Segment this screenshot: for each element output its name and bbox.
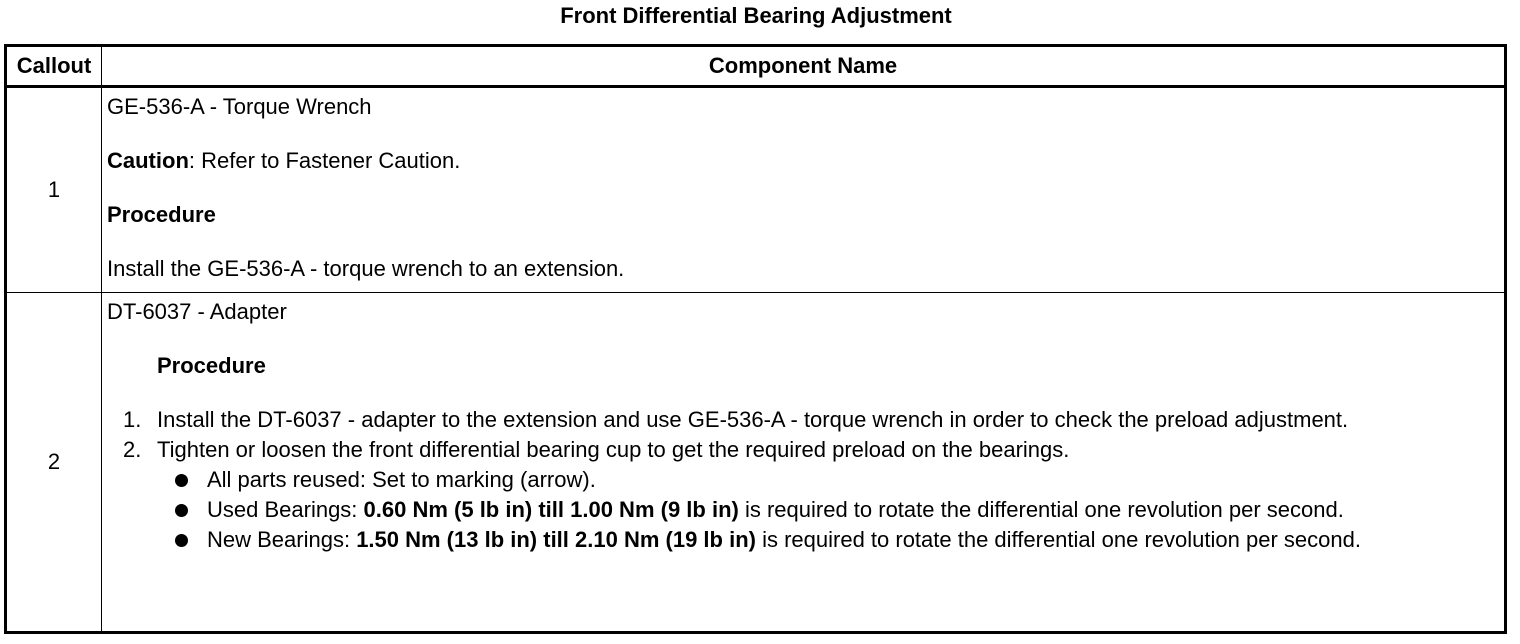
step-bullets: [157, 465, 1500, 555]
table-row: [6, 293, 1506, 633]
procedure-steps: [107, 405, 1500, 555]
procedure-heading: Procedure: [157, 353, 266, 378]
list-item: [157, 525, 1500, 555]
component-cell: [102, 293, 1506, 633]
component-name-header: Component Name: [102, 46, 1506, 87]
list-item: [157, 465, 1500, 495]
tool-name: DT-6037 - Adapter: [107, 299, 287, 324]
component-table: [4, 44, 1507, 634]
list-item: [157, 495, 1500, 525]
procedure-instruction: Install the GE-536-A - torque wrench to an extension.: [107, 256, 625, 281]
step-text: Install the DT-6037 - adapter to the extension and use GE-536-A - torque wrench in order to check the preload adjustment.: [157, 407, 1349, 432]
callout-number: 1: [6, 87, 102, 293]
table-row: [6, 87, 1506, 293]
list-item: [107, 405, 1500, 435]
bullet-text: New Bearings:: [207, 527, 357, 552]
bullet-value: 1.50 Nm (13 lb in) till 2.10 Nm (19 lb in): [356, 527, 756, 552]
page-title: Front Differential Bearing Adjustment: [560, 3, 952, 28]
bullet-text: is required to rotate the differential one revolution per second.: [738, 497, 1344, 522]
callout-number: 2: [6, 293, 102, 633]
caution-label: Caution: [107, 148, 189, 173]
caution-text: : Refer to Fastener Caution.: [188, 148, 461, 173]
bullet-text: is required to rotate the differential one revolution per second.: [755, 527, 1361, 552]
bullet-value: 0.60 Nm (5 lb in) till 1.00 Nm (9 lb in): [363, 497, 739, 522]
bullet-icon: [175, 534, 188, 547]
tool-name: GE-536-A - Torque Wrench: [107, 94, 372, 119]
bullet-text: Used Bearings:: [207, 497, 364, 522]
step-number: 1.: [123, 407, 142, 432]
list-item: [107, 435, 1500, 555]
step-text: Tighten or loosen the front differential bearing cup to get the required preload on the bearings.: [157, 437, 1070, 462]
bullet-icon: [175, 474, 188, 487]
component-cell: [102, 87, 1506, 293]
table-header-row: [6, 46, 1506, 87]
step-number: 2.: [123, 437, 142, 462]
procedure-heading: Procedure: [107, 202, 216, 227]
bullet-icon: [175, 504, 188, 517]
bullet-text: All parts reused: Set to marking (arrow).: [207, 467, 596, 492]
callout-header: Callout: [6, 46, 102, 87]
caution-note: [107, 146, 1500, 176]
